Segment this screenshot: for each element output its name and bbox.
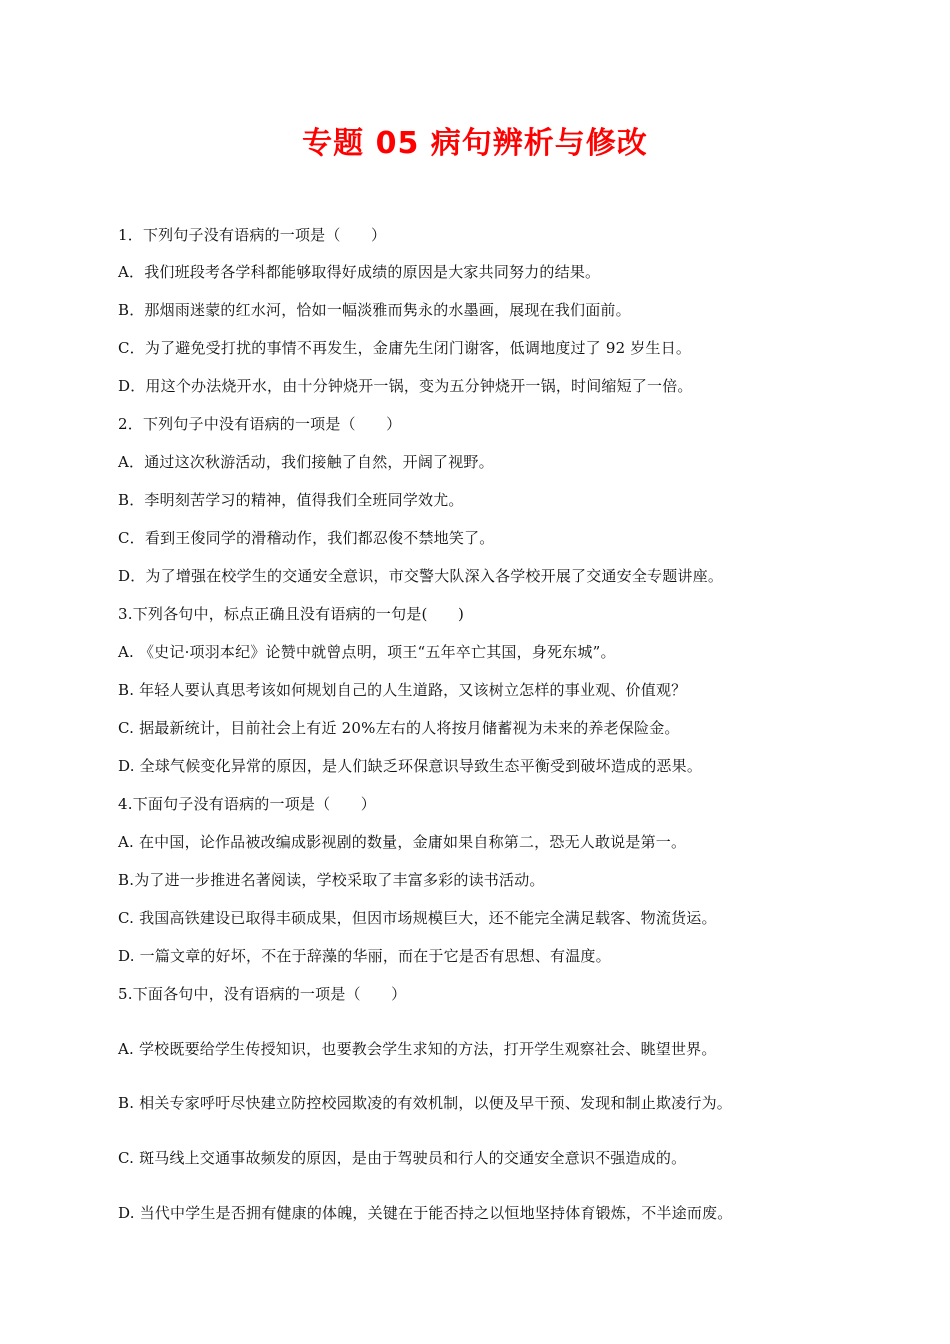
question-1-option-c: C．为了避免受打扰的事情不再发生，金庸先生闭门谢客，低调地度过了 92 岁生日。 — [118, 339, 692, 357]
question-4-stem: 4.下面句子没有语病的一项是（ ） — [118, 795, 376, 813]
question-3-option-a: A. 《史记·项羽本纪》论赞中就曾点明，项王“五年卒亡其国，身死东城”。 — [118, 643, 616, 661]
question-2-option-a: A．通过这次秋游活动，我们接触了自然，开阔了视野。 — [118, 453, 494, 471]
question-4-option-a: A. 在中国，论作品被改编成影视剧的数量，金庸如果自称第二，恐无人敢说是第一。 — [118, 833, 687, 851]
question-5-option-b: B. 相关专家呼吁尽快建立防控校园欺凌的有效机制，以便及早干预、发现和制止欺凌行为。 — [118, 1094, 732, 1112]
question-4-option-b: B.为了进一步推进名著阅读，学校采取了丰富多彩的读书活动。 — [118, 871, 545, 889]
question-5-option-d: D. 当代中学生是否拥有健康的体魄，关键在于能否持之以恒地坚持体育锻炼，不半途而废。 — [118, 1204, 733, 1222]
question-5-stem: 5.下面各句中，没有语病的一项是（ ） — [118, 985, 407, 1003]
question-2-option-d: D．为了增强在校学生的交通安全意识，市交警大队深入各学校开展了交通安全专题讲座。 — [118, 567, 724, 585]
question-1-option-a: A．我们班段考各学科都能够取得好成绩的原因是大家共同努力的结果。 — [118, 263, 601, 281]
question-4-option-d: D. 一篇文章的好坏，不在于辞藻的华丽，而在于它是否有思想、有温度。 — [118, 947, 611, 965]
question-1-option-d: D．用这个办法烧开水，由十分钟烧开一锅，变为五分钟烧开一锅，时间缩短了一倍。 — [118, 377, 693, 395]
question-2-stem: 2．下列句子中没有语病的一项是（ ） — [118, 415, 402, 433]
question-5-option-c: C. 斑马线上交通事故频发的原因，是由于驾驶员和行人的交通安全意识不强造成的。 — [118, 1149, 687, 1167]
question-3-option-d: D. 全球气候变化异常的原因，是人们缺乏环保意识导致生态平衡受到破坏造成的恶果。 — [118, 757, 703, 775]
question-1-stem: 1．下列句子没有语病的一项是（ ） — [118, 226, 387, 244]
question-4-option-c: C. 我国高铁建设已取得丰硕成果，但因市场规模巨大，还不能完全满足载客、物流货运。 — [118, 909, 717, 927]
question-2-option-c: C．看到王俊同学的滑稽动作，我们都忍俊不禁地笑了。 — [118, 529, 495, 547]
question-3-stem: 3.下列各句中，标点正确且没有语病的一句是( ) — [118, 605, 465, 623]
question-3-option-b: B. 年轻人要认真思考该如何规划自己的人生道路，又该树立怎样的事业观、价值观？ — [118, 681, 687, 699]
page-title: 专题 05 病句辨析与修改 — [302, 126, 648, 161]
question-1-option-b: B．那烟雨迷蒙的红水河，恰如一幅淡雅而隽永的水墨画，展现在我们面前。 — [118, 301, 631, 319]
question-3-option-c: C. 据最新统计，目前社会上有近 20%左右的人将按月储蓄视为未来的养老保险金。 — [118, 719, 680, 737]
question-5-option-a: A. 学校既要给学生传授知识，也要教会学生求知的方法，打开学生观察社会、眺望世界。 — [118, 1040, 717, 1058]
question-2-option-b: B．李明刻苦学习的精神，值得我们全班同学效尤。 — [118, 491, 464, 509]
